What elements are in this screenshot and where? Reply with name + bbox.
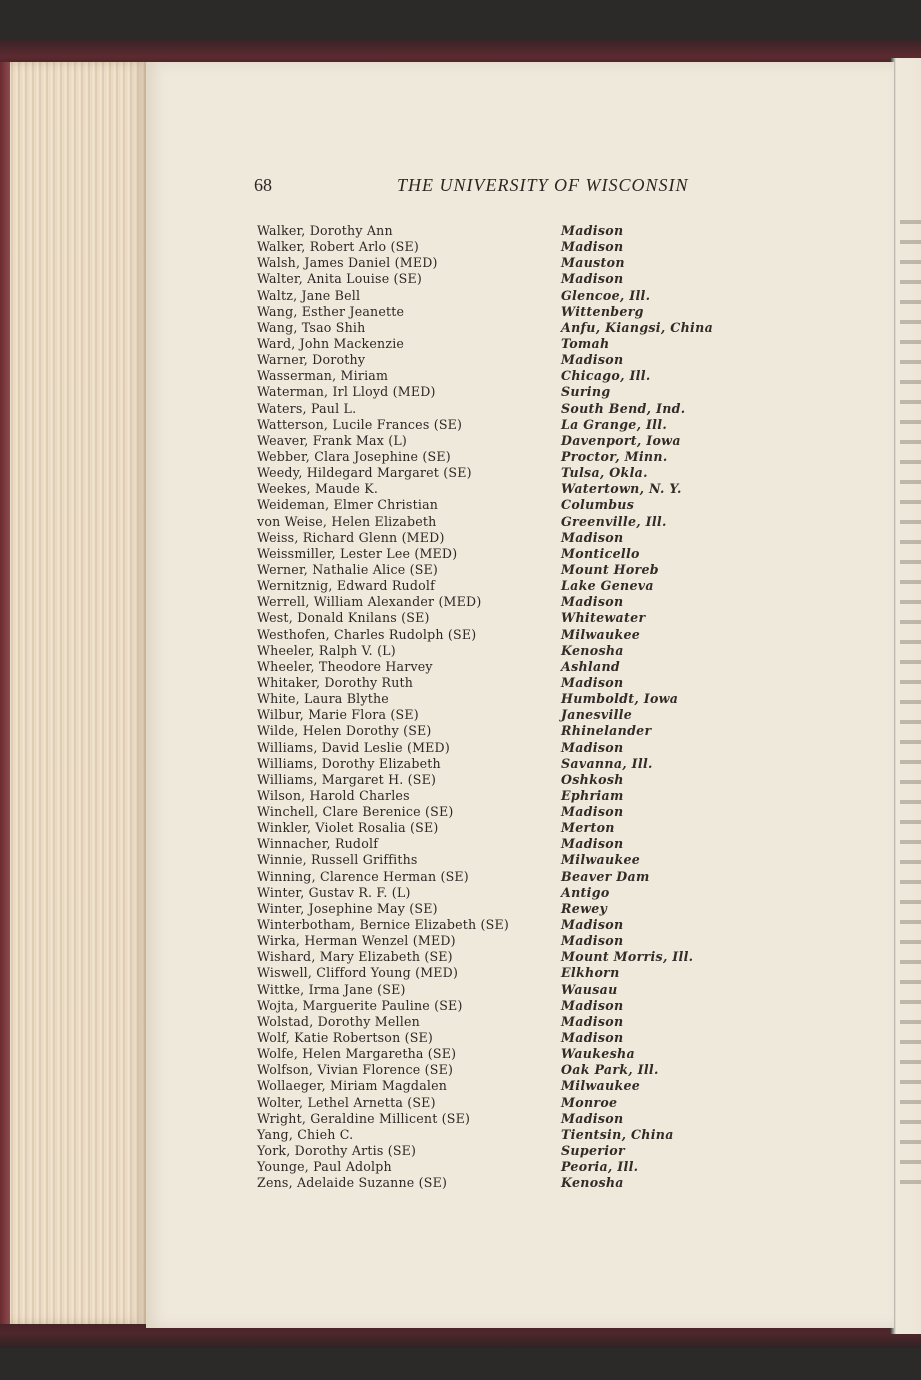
- student-name: Wolfe, Helen Margaretha (SE): [257, 1046, 457, 1062]
- hometown: Peoria, Ill.: [561, 1159, 639, 1175]
- list-item: [257, 772, 727, 788]
- hometown: Mount Horeb: [561, 561, 659, 577]
- list-item: [257, 352, 727, 368]
- list-item: [257, 336, 727, 352]
- list-item: [257, 465, 727, 481]
- list-item: [257, 1014, 727, 1030]
- hometown: Watertown, N. Y.: [561, 481, 682, 497]
- student-name: Ward, John Mackenzie: [257, 335, 405, 351]
- list-item: [257, 627, 727, 643]
- student-name: Wolter, Lethel Arnetta (SE): [257, 1094, 436, 1110]
- hometown: Oak Park, Ill.: [561, 1062, 659, 1078]
- student-name: Walker, Robert Arlo (SE): [257, 239, 419, 255]
- student-name: Younge, Paul Adolph: [257, 1159, 392, 1175]
- hometown: Milwaukee: [561, 852, 641, 868]
- list-item: [257, 691, 727, 707]
- student-name: Waterman, Irl Lloyd (MED): [257, 384, 436, 400]
- list-item: [257, 255, 727, 271]
- list-item: [257, 368, 727, 384]
- hometown: Ashland: [561, 658, 621, 674]
- student-name: Waters, Paul L.: [257, 400, 357, 416]
- student-name: Wang, Tsao Shih: [257, 319, 366, 335]
- student-name: West, Donald Knilans (SE): [257, 610, 430, 626]
- list-item: [257, 1030, 727, 1046]
- list-item: [257, 578, 727, 594]
- hometown: Anfu, Kiangsi, China: [561, 319, 714, 335]
- hometown: Humboldt, Iowa: [561, 691, 679, 707]
- hometown: Suring: [561, 384, 611, 400]
- student-name: Winkler, Violet Rosalia (SE): [257, 820, 439, 836]
- student-name: Wheeler, Theodore Harvey: [257, 658, 433, 674]
- hometown: Madison: [561, 1013, 624, 1029]
- student-name: Wilde, Helen Dorothy (SE): [257, 723, 432, 739]
- hometown: Wausau: [561, 981, 618, 997]
- hometown: Waukesha: [561, 1046, 635, 1062]
- student-name: Walker, Dorothy Ann: [257, 223, 393, 238]
- hometown: Chicago, Ill.: [561, 368, 651, 384]
- list-item: [257, 643, 727, 659]
- list-item: [257, 304, 727, 320]
- page-header: [254, 175, 724, 201]
- hometown: Madison: [561, 529, 624, 545]
- list-item: [257, 707, 727, 723]
- list-item: [257, 514, 727, 530]
- student-name: Wang, Esther Jeanette: [257, 303, 405, 319]
- student-name: Wolstad, Dorothy Mellen: [257, 1013, 420, 1029]
- list-item: [257, 530, 727, 546]
- list-item: [257, 901, 727, 917]
- hometown: Madison: [561, 1110, 624, 1126]
- facing-page-text-edge: [900, 210, 921, 1190]
- student-list: [257, 223, 727, 1191]
- student-name: Williams, David Leslie (MED): [257, 739, 450, 755]
- student-name: Watterson, Lucile Frances (SE): [257, 416, 463, 432]
- student-name: Weiss, Richard Glenn (MED): [257, 529, 445, 545]
- list-item: [257, 417, 727, 433]
- list-item: [257, 481, 727, 497]
- list-item: [257, 497, 727, 513]
- student-name: Yang, Chieh C.: [257, 1126, 354, 1142]
- list-item: [257, 1127, 727, 1143]
- list-item: [257, 820, 727, 836]
- hometown: Madison: [561, 594, 624, 610]
- student-name: York, Dorothy Artis (SE): [257, 1143, 417, 1159]
- list-item: [257, 933, 727, 949]
- student-name: Wiswell, Clifford Young (MED): [257, 965, 459, 981]
- student-name: Wilbur, Marie Flora (SE): [257, 707, 419, 723]
- hometown: Greenville, Ill.: [561, 513, 667, 529]
- list-item: [257, 917, 727, 933]
- student-name: Westhofen, Charles Rudolph (SE): [257, 626, 477, 642]
- list-item: [257, 562, 727, 578]
- list-item: [257, 1175, 727, 1191]
- hometown: Madison: [561, 271, 624, 287]
- hometown: Whitewater: [561, 610, 646, 626]
- hometown: Janesville: [561, 707, 633, 723]
- list-item: [257, 384, 727, 400]
- student-name: Winterbotham, Bernice Elizabeth (SE): [257, 917, 509, 933]
- hometown: Madison: [561, 352, 624, 368]
- student-name: Wasserman, Miriam: [257, 368, 389, 384]
- hometown: Madison: [561, 804, 624, 820]
- list-item: [257, 675, 727, 691]
- list-item: [257, 1143, 727, 1159]
- list-item: [257, 836, 727, 852]
- list-item: [257, 869, 727, 885]
- list-item: [257, 949, 727, 965]
- hometown: Tomah: [561, 335, 610, 351]
- student-name: Winnie, Russell Griffiths: [257, 852, 418, 868]
- hometown: Madison: [561, 917, 624, 933]
- student-name: Weaver, Frank Max (L): [257, 432, 407, 448]
- running-title: THE UNIVERSITY OF WISCONSIN: [397, 175, 689, 195]
- student-name: Wittke, Irma Jane (SE): [257, 981, 406, 997]
- student-name: White, Laura Blythe: [257, 691, 389, 707]
- student-name: Weekes, Maude K.: [257, 481, 379, 497]
- student-name: Williams, Dorothy Elizabeth: [257, 755, 441, 771]
- hometown: Tulsa, Okla.: [561, 465, 648, 481]
- list-item: [257, 788, 727, 804]
- student-name: Weedy, Hildegard Margaret (SE): [257, 465, 472, 481]
- hometown: Madison: [561, 674, 624, 690]
- student-name: Weideman, Elmer Christian: [257, 497, 439, 513]
- hometown: Wittenberg: [561, 303, 644, 319]
- hometown: La Grange, Ill.: [561, 416, 668, 432]
- hometown: Madison: [561, 239, 624, 255]
- hometown: Antigo: [561, 884, 610, 900]
- student-name: Wolfson, Vivian Florence (SE): [257, 1062, 454, 1078]
- student-name: Wilson, Harold Charles: [257, 787, 410, 803]
- student-name: Winchell, Clare Berenice (SE): [257, 804, 454, 820]
- student-name: Winter, Gustav R. F. (L): [257, 884, 411, 900]
- student-name: Wernitznig, Edward Rudolf: [257, 578, 435, 594]
- hometown: Madison: [561, 739, 624, 755]
- page-stack-edge: [0, 62, 146, 1324]
- student-name: Walter, Anita Louise (SE): [257, 271, 422, 287]
- hometown: Monroe: [561, 1094, 618, 1110]
- hometown: Lake Geneva: [561, 578, 654, 594]
- list-item: [257, 998, 727, 1014]
- list-item: [257, 723, 727, 739]
- list-item: [257, 1095, 727, 1111]
- list-item: [257, 852, 727, 868]
- list-item: [257, 804, 727, 820]
- list-item: [257, 659, 727, 675]
- student-name: Weissmiller, Lester Lee (MED): [257, 545, 458, 561]
- hometown: Madison: [561, 223, 624, 238]
- hometown: Madison: [561, 933, 624, 949]
- hometown: Madison: [561, 1030, 624, 1046]
- hometown: Mauston: [561, 255, 625, 271]
- list-item: [257, 756, 727, 772]
- hometown: Madison: [561, 836, 624, 852]
- hometown: Kenosha: [561, 642, 624, 658]
- hometown: Davenport, Iowa: [561, 432, 681, 448]
- hometown: Elkhorn: [561, 965, 620, 981]
- list-item: [257, 1078, 727, 1094]
- hometown: Tientsin, China: [561, 1126, 674, 1142]
- page-number: 68: [254, 175, 272, 195]
- hometown: Beaver Dam: [561, 868, 650, 884]
- student-name: Werrell, William Alexander (MED): [257, 594, 482, 610]
- hometown: Madison: [561, 997, 624, 1013]
- binding-edge: [0, 62, 10, 1324]
- list-item: [257, 885, 727, 901]
- list-item: [257, 1111, 727, 1127]
- list-item: [257, 982, 727, 998]
- list-item: [257, 449, 727, 465]
- hometown: Glencoe, Ill.: [561, 287, 651, 303]
- hometown: Superior: [561, 1143, 625, 1159]
- student-name: Wheeler, Ralph V. (L): [257, 642, 396, 658]
- student-name: Winter, Josephine May (SE): [257, 900, 438, 916]
- hometown: Ephriam: [561, 787, 624, 803]
- hometown: Milwaukee: [561, 1078, 641, 1094]
- student-name: Wright, Geraldine Millicent (SE): [257, 1110, 471, 1126]
- list-item: [257, 223, 727, 239]
- list-item: [257, 1062, 727, 1078]
- hometown: Oshkosh: [561, 771, 624, 787]
- list-item: [257, 965, 727, 981]
- student-name: Wojta, Marguerite Pauline (SE): [257, 997, 463, 1013]
- list-item: [257, 740, 727, 756]
- hometown: Columbus: [561, 497, 635, 513]
- hometown: Mount Morris, Ill.: [561, 949, 694, 965]
- student-name: Walsh, James Daniel (MED): [257, 255, 438, 271]
- hometown: Proctor, Minn.: [561, 448, 668, 464]
- list-item: [257, 1159, 727, 1175]
- hometown: Milwaukee: [561, 626, 641, 642]
- hometown: Savanna, Ill.: [561, 755, 653, 771]
- list-item: [257, 594, 727, 610]
- student-name: Wishard, Mary Elizabeth (SE): [257, 949, 453, 965]
- list-item: [257, 271, 727, 287]
- student-name: Williams, Margaret H. (SE): [257, 771, 437, 787]
- list-item: [257, 288, 727, 304]
- student-name: Zens, Adelaide Suzanne (SE): [257, 1175, 448, 1191]
- list-item: [257, 239, 727, 255]
- student-name: Werner, Nathalie Alice (SE): [257, 561, 439, 577]
- list-item: [257, 1046, 727, 1062]
- student-name: Wirka, Herman Wenzel (MED): [257, 933, 456, 949]
- list-item: [257, 401, 727, 417]
- hometown: Rhinelander: [561, 723, 652, 739]
- student-name: Winning, Clarence Herman (SE): [257, 868, 469, 884]
- student-name: Wolf, Katie Robertson (SE): [257, 1030, 434, 1046]
- student-name: von Weise, Helen Elizabeth: [257, 513, 437, 529]
- hometown: Monticello: [561, 545, 640, 561]
- student-name: Webber, Clara Josephine (SE): [257, 448, 451, 464]
- student-name: Waltz, Jane Bell: [257, 287, 361, 303]
- student-name: Wollaeger, Miriam Magdalen: [257, 1078, 448, 1094]
- list-item: [257, 546, 727, 562]
- hometown: Rewey: [561, 900, 608, 916]
- list-item: [257, 433, 727, 449]
- student-name: Whitaker, Dorothy Ruth: [257, 674, 414, 690]
- list-item: [257, 320, 727, 336]
- student-name: Warner, Dorothy: [257, 352, 366, 368]
- student-name: Winnacher, Rudolf: [257, 836, 379, 852]
- hometown: Kenosha: [561, 1175, 624, 1191]
- hometown: Merton: [561, 820, 615, 836]
- hometown: South Bend, Ind.: [561, 400, 686, 416]
- list-item: [257, 610, 727, 626]
